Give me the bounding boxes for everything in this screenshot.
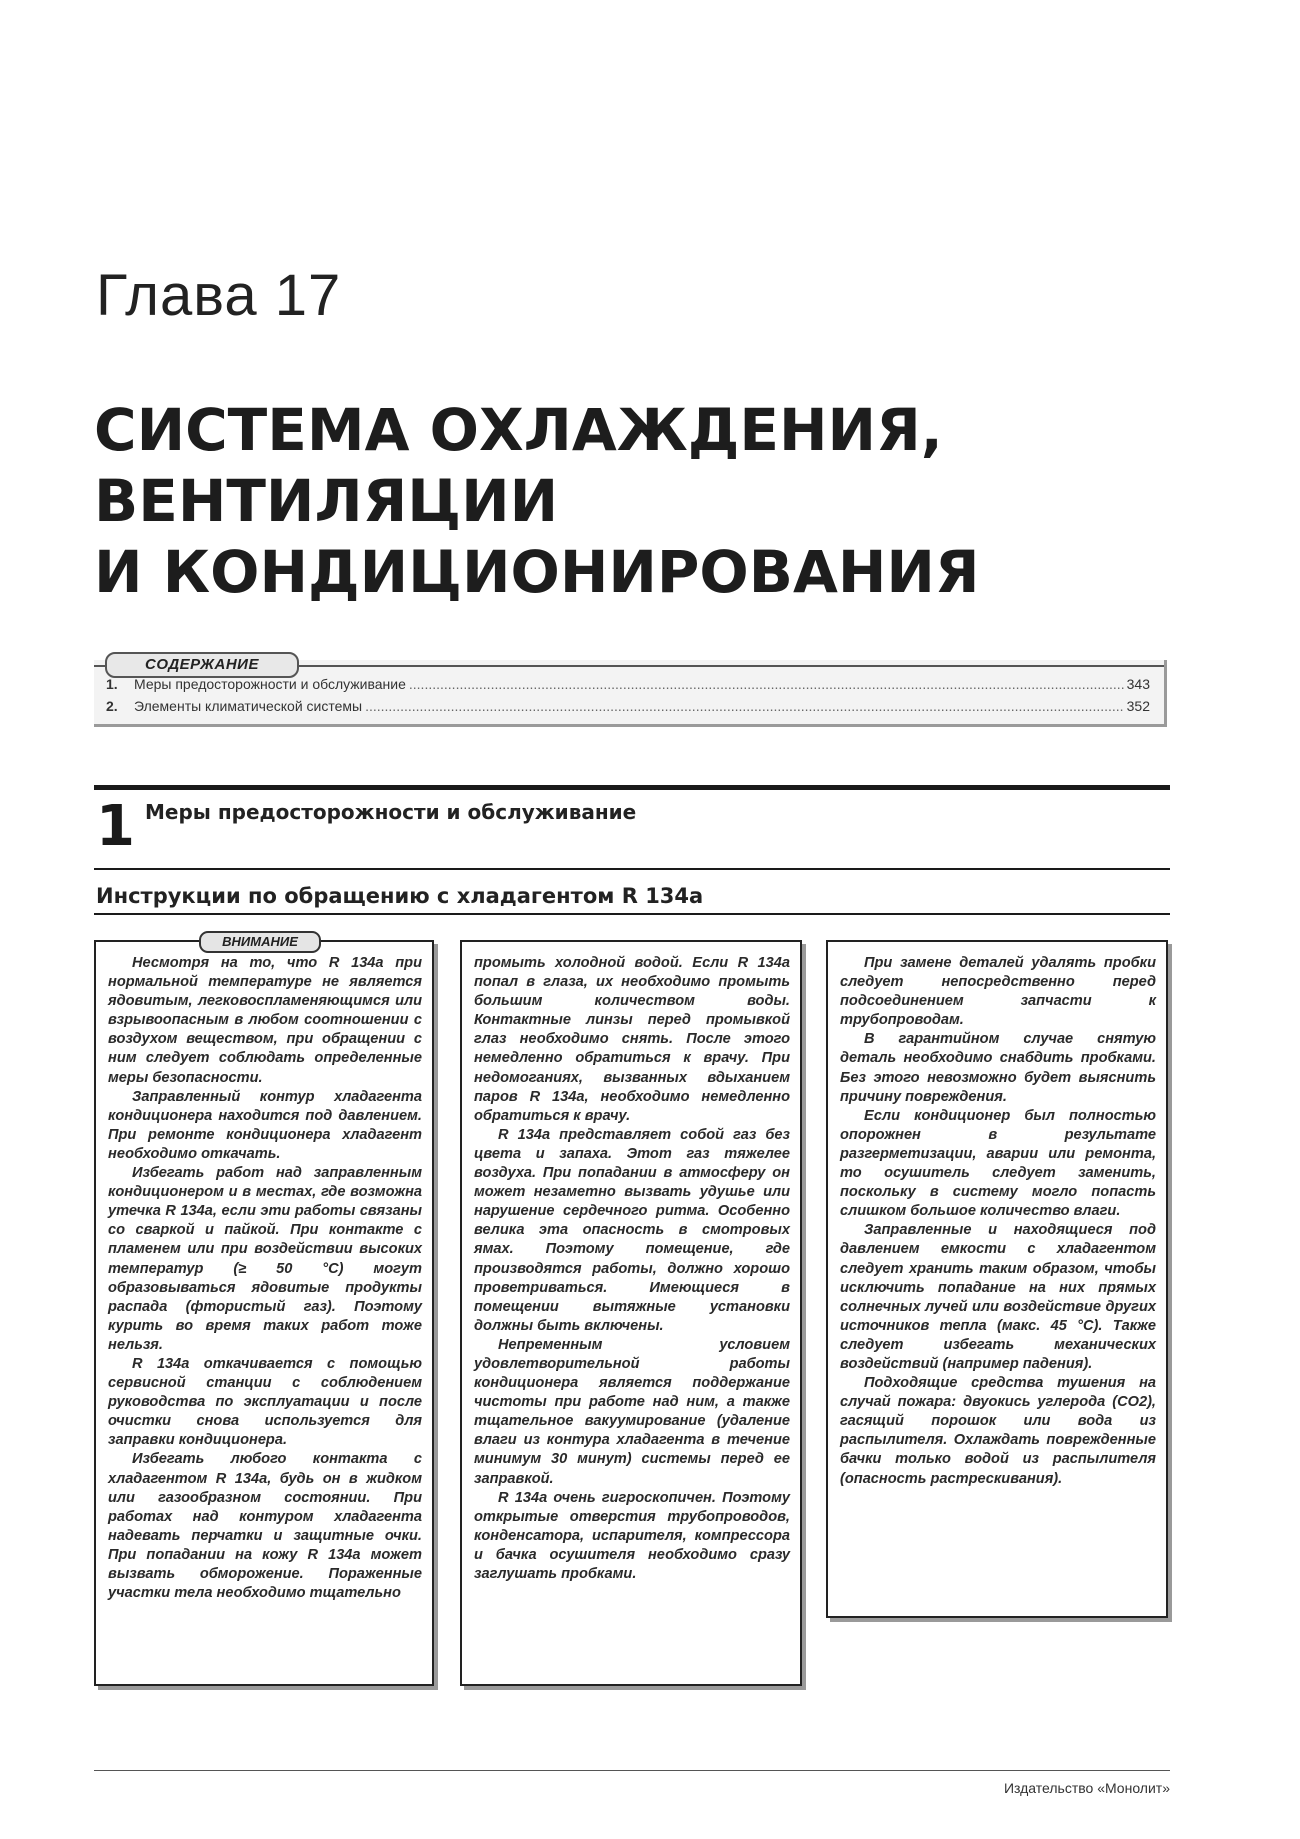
paragraph: R 134a очень гигроскопичен. Поэтому открытые отверстия трубопроводов, конденсатора, испарителя, компрессора и бачка осушителя необходимо сразу заглушать пробками. xyxy=(474,1489,790,1582)
section-number: 1 xyxy=(96,794,135,859)
paragraph: Подходящие средства тушения на случай пожара: двуокись углерода (CO2), гасящий порошок или вода из распылителя. Охлаждать поврежденные бачки только водой из распылителя (опасность растрескивания). xyxy=(840,1375,1156,1487)
subsection-title: Инструкции по обращению с хладагентом R 134a xyxy=(96,884,704,908)
paragraph: R 134a откачивается с помощью сервисной станции с соблюдением руководства по эксплуатации и после очистки снова используется для заправки кондиционера. xyxy=(108,1355,422,1449)
paragraph: Избегать работ над заправленным кондиционером и в местах, где возможна утечка R 134a, если эти работы связаны со сваркой и пайкой. При контакте с пламенем или при воздействии высоких температур (≥ 50 °C) могут образовываться ядовитые продукты распада (фтористый газ). Поэтому курить во время таких работ тоже нельзя. xyxy=(108,1165,422,1353)
subsection-divider-top xyxy=(94,868,1170,870)
chapter-label: Глава 17 xyxy=(96,263,342,328)
section-divider xyxy=(94,785,1170,790)
text-column-2 xyxy=(460,940,802,1686)
toc-label: СОДЕРЖАНИЕ xyxy=(105,652,299,678)
subsection-divider-bottom xyxy=(94,913,1170,915)
toc-item-number: 2. xyxy=(106,698,118,714)
toc-item-number: 1. xyxy=(106,676,118,692)
paragraph: При замене деталей удалять пробки следует непосредственно перед подсоединением запчасти к трубопроводам. xyxy=(840,955,1156,1029)
paragraph: Избегать любого контакта с хладагентом R 134a, будь он в жидком или газообразном состоянии. При работах над контуром хладагента надевать перчатки и защитные очки. При попадании на кожу R 134a может вызвать обморожение. Пораженные участки тела необходимо тщательно xyxy=(108,1451,422,1602)
toc-item-title: Элементы климатической системы xyxy=(134,698,363,714)
table-of-contents xyxy=(94,656,1167,727)
paragraph: Несмотря на то, что R 134a при нормальной температуре не является ядовитым, легковоспламеняющимся или взрывоопасным в любом соотношении с воздухом веществом, при обращении с ним следует соблюдать определенные меры безопасности. xyxy=(108,955,422,1086)
text-column-3 xyxy=(826,940,1168,1618)
text-column-1 xyxy=(94,940,434,1686)
warning-label: ВНИМАНИЕ xyxy=(199,931,321,953)
paragraph: В гарантийном случае снятую деталь необходимо снабдить пробками. Без этого невозможно будет выяснить причину повреждения. xyxy=(840,1031,1156,1105)
toc-item[interactable] xyxy=(106,676,1150,696)
toc-item[interactable] xyxy=(106,698,1150,718)
toc-item-page: 343 xyxy=(1126,676,1150,692)
toc-leader-dots xyxy=(365,698,1124,714)
chapter-title-line: И КОНДИЦИОНИРОВАНИЯ xyxy=(94,538,980,606)
paragraph: Если кондиционер был полностью опорожнен в результате разгерметизации, аварии или ремонта, то осушитель следует заменить, поскольку в систему могло попасть слишком большое количество влаги. xyxy=(840,1107,1156,1220)
chapter-title-line: СИСТЕМА ОХЛАЖДЕНИЯ, xyxy=(94,396,943,464)
publisher-credit: Издательство «Монолит» xyxy=(1003,1780,1170,1796)
toc-leader-dots xyxy=(409,676,1124,692)
paragraph: Непременным условием удовлетворительной работы кондиционера является поддержание чистоты при работе над ним, а также тщательное вакуумирование (удаление влаги из контура хладагента в течение минимум 30 минут) системы перед ее заправкой. xyxy=(474,1336,790,1487)
section-title: Меры предосторожности и обслуживание xyxy=(145,800,637,824)
paragraph: Заправленный контур хладагента кондиционера находится под давлением. При ремонте кондиционера хладагент необходимо откачать. xyxy=(108,1088,422,1162)
paragraph: R 134a представляет собой газ без цвета и запаха. Этот газ тяжелее воздуха. При попадании в атмосферу он может незаметно вызвать удушье или нарушение сердечного ритма. Особенно велика эта опасность в смотровых ямах. Поэтому помещение, где производятся работы, должно хорошо проветриваться. Имеющиеся в помещении вытяжные установки должны быть включены. xyxy=(474,1126,790,1334)
footer-divider xyxy=(94,1770,1170,1771)
chapter-title-line: ВЕНТИЛЯЦИИ xyxy=(94,467,559,535)
paragraph: промыть холодной водой. Если R 134a попал в глаза, их необходимо промыть большим количеством воды. Контактные линзы перед промывкой глаз необходимо снять. После этого немедленно обратиться к врачу. При недомоганиях, вызванных вдыханием паров R 134a, необходимо немедленно обратиться к врачу. xyxy=(474,955,790,1124)
paragraph: Заправленные и находящиеся под давлением емкости с хладагентом следует хранить таким образом, чтобы исключить попадание на них прямых солнечных лучей или воздействие других источников тепла (макс. 45 °C). Также следует избегать механических воздействий (например падения). xyxy=(840,1222,1156,1372)
chapter-title xyxy=(94,395,1194,608)
toc-item-page: 352 xyxy=(1126,698,1150,714)
toc-item-title: Меры предосторожности и обслуживание xyxy=(134,676,406,692)
